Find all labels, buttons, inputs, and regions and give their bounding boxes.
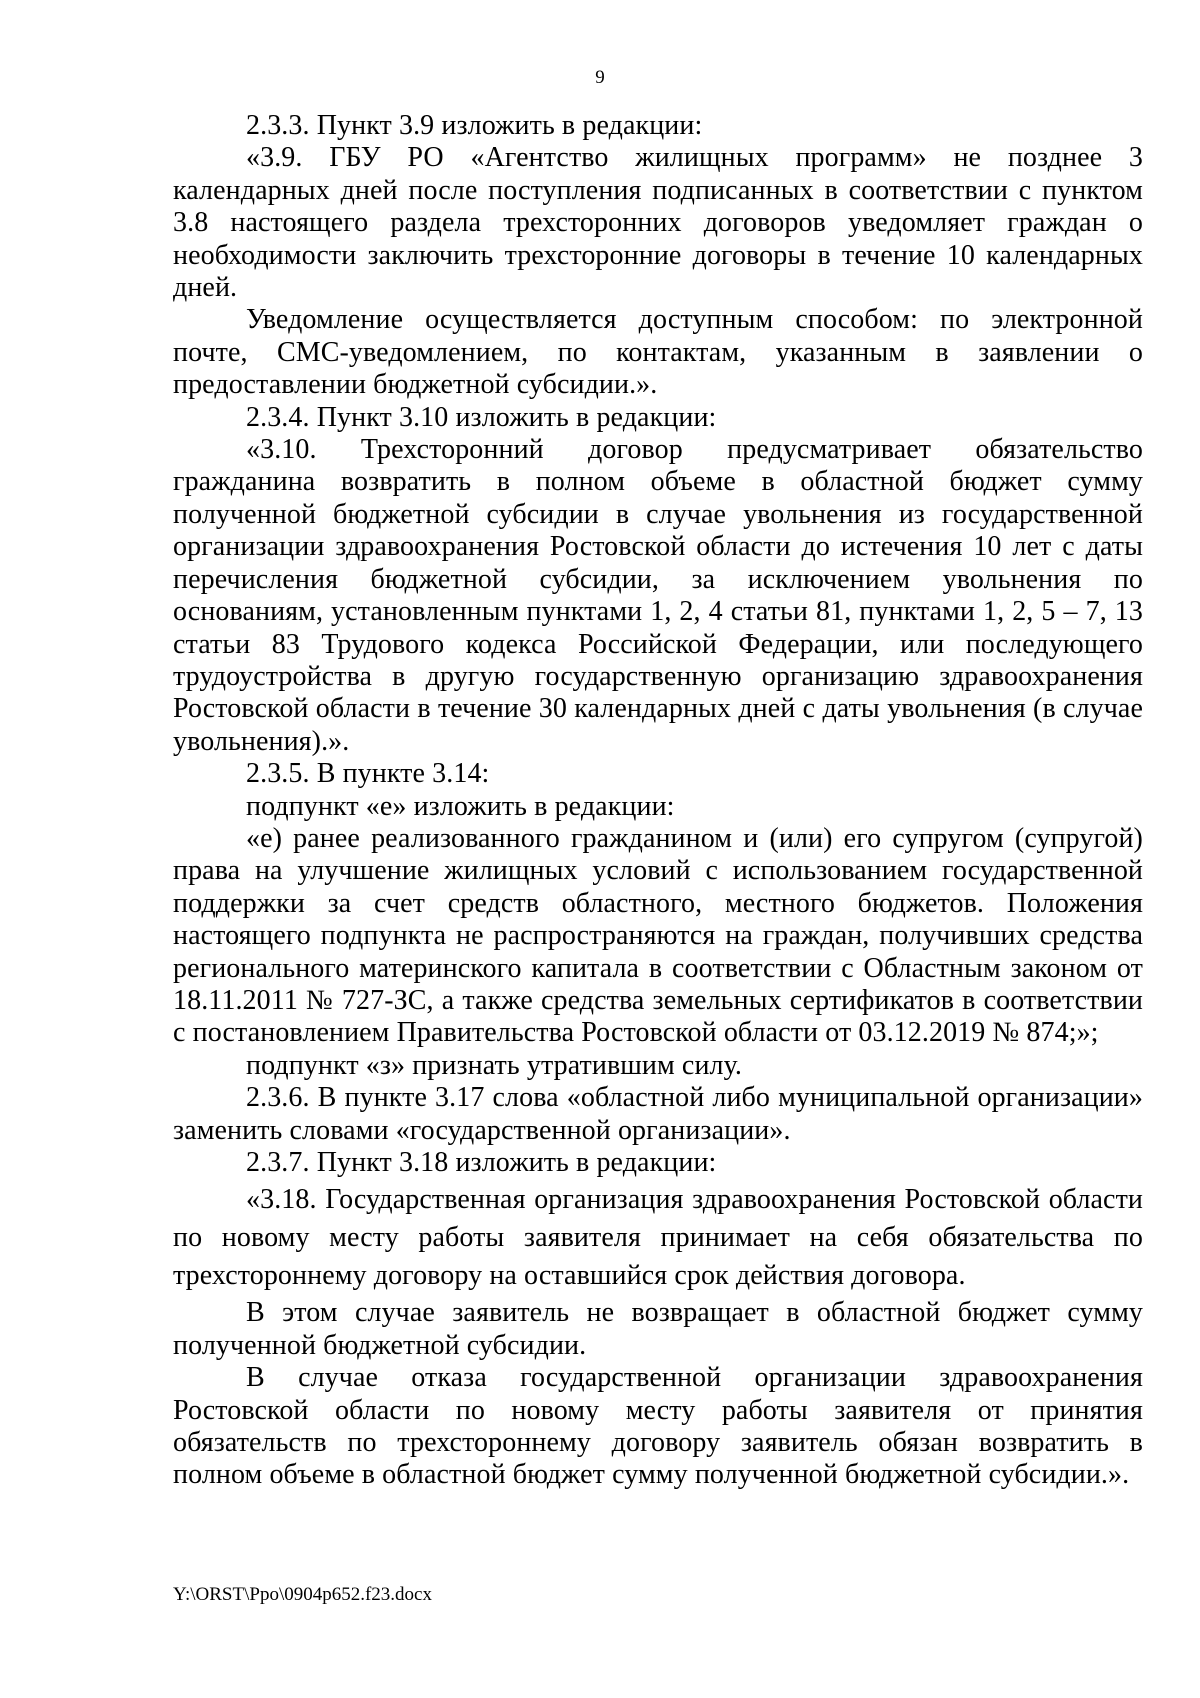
paragraph-notification: Уведомление осуществляется доступным способом: по электронной почте, СМС-уведомлением, по контактам, указанным в заявлении о предоставлении бюджетной субсидии.». (173, 304, 1143, 401)
paragraph-refusal: В случае отказа государственной организации здравоохранения Ростовской области по новому месту работы заявителя от принятия обязательств по трехстороннему договору заявитель обязан возвратить в полном объеме в областной бюджет сумму полученной бюджетной субсидии.». (173, 1362, 1143, 1491)
paragraph-2-3-7: 2.3.7. Пункт 3.18 изложить в редакции: (246, 1147, 717, 1178)
paragraph-subpoint-e-text: «е) ранее реализованного гражданином и (или) его супругом (супругой) права на улучшение жилищных условий с использованием государственной поддержки за счет средств областного, местного бюджетов. Положения настоящего подпункта не распространяются на граждан, получивших средства регионального материнского капитала в соответствии с Областным законом от 18.11.2011 № 727-ЗС, а также средства земельных сертификатов в соответствии с постановлением Правительства Ростовской области от 03.12.2019 № 874;»; (173, 822, 1143, 1049)
paragraph-3-9-text: «3.9. ГБУ РО «Агентство жилищных программ» не позднее 3 календарных дней после поступления подписанных в соответствии с пунктом 3.8 настоящего раздела трехсторонних договоров уведомляет граждан о необходимости заключить трехсторонние договоры в течение 10 календарных дней. (173, 142, 1143, 304)
paragraph-subpoint-z: подпункт «з» признать утратившим силу. (246, 1049, 743, 1081)
page-number: 9 (595, 67, 605, 88)
paragraph-no-return: В этом случае заявитель не возвращает в областной бюджет сумму полученной бюджетной субсидии. (173, 1297, 1143, 1361)
paragraph-subpoint-e-heading: подпункт «е» изложить в редакции: (246, 790, 675, 822)
footer-file-path: Y:\ORST\Ppo\0904p652.f23.docx (173, 1584, 432, 1605)
paragraph-3-18-text: «3.18. Государственная организация здравоохранения Ростовской области по новому месту работы заявителя принимает на себя обязательства по трехстороннему договору на оставшийся срок действия договора. (173, 1184, 1143, 1292)
paragraph-2-3-6: 2.3.6. В пункте 3.17 слова «областной либо муниципальной организации» заменить словами «государственной организации». (173, 1082, 1143, 1146)
paragraph-2-3-5: 2.3.5. В пункте 3.14: (246, 758, 490, 790)
paragraph-2-3-4: 2.3.4. Пункт 3.10 изложить в редакции: (246, 401, 717, 433)
paragraph-2-3-3: 2.3.3. Пункт 3.9 изложить в редакции: (246, 110, 703, 141)
document-body (173, 110, 1143, 1492)
paragraph-3-10-text: «3.10. Трехсторонний договор предусматривает обязательство гражданина возвратить в полном объеме в областной бюджет сумму полученной бюджетной субсидии в случае увольнения из государственной организации здравоохранения Ростовской области до истечения 10 лет с даты перечисления бюджетной субсидии, за исключением увольнения по основаниям, установленным пунктами 1, 2, 4 статьи 81, пунктами 1, 2, 5 – 7, 13 статьи 83 Трудового кодекса Российской Федерации, или последующего трудоустройства в другую государственную организацию здравоохранения Ростовской области в течение 30 календарных дней с даты увольнения (в случае увольнения).». (173, 434, 1143, 757)
